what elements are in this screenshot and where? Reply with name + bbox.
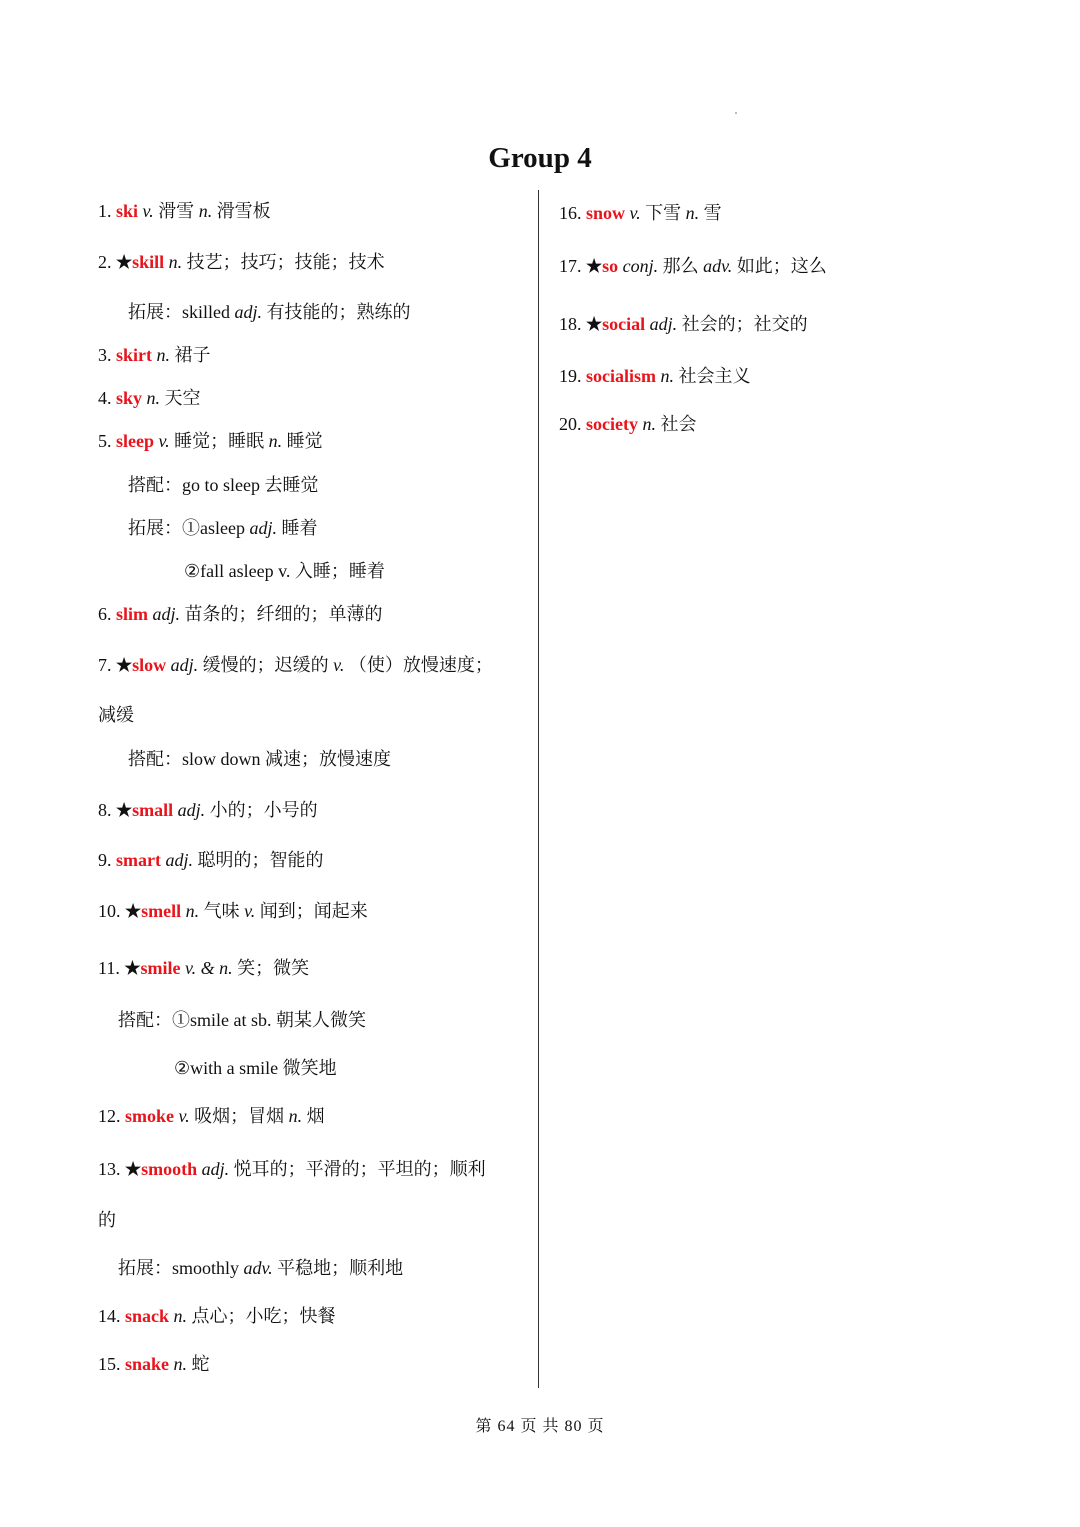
definition-text: ②fall asleep v. 入睡；睡着 (184, 561, 385, 581)
headword: skirt (116, 345, 152, 365)
headword: smoke (125, 1106, 174, 1126)
entry-number: 3. (98, 345, 116, 365)
definition-text: 笑；微笑 (232, 958, 310, 978)
definition-text: ②with a smile 微笑地 (174, 1058, 337, 1078)
part-of-speech: adj. (234, 302, 263, 322)
definition-text: 社会的；社交的 (677, 314, 808, 334)
part-of-speech: v. & n. (184, 958, 233, 978)
star-icon: ★ (116, 252, 133, 272)
definition-text: 平稳地；顺利地 (272, 1258, 404, 1278)
headword: so (602, 256, 619, 276)
headword: smart (116, 850, 161, 870)
part-of-speech: n. (146, 388, 161, 408)
note-sleep-col (128, 473, 319, 497)
definition-text: 拓展：skilled (128, 302, 235, 322)
definition-text: 的 (98, 1210, 116, 1230)
part-of-speech: n. (288, 1106, 303, 1126)
headword: society (586, 414, 638, 434)
headword: slim (116, 604, 149, 624)
entry-number: 9. (98, 850, 116, 870)
definition-text: 睡着 (277, 518, 318, 538)
star-icon: ★ (116, 655, 133, 675)
definition-text: 那么 (658, 256, 704, 276)
note-slow-col (128, 747, 391, 771)
entry-number: 19. (559, 366, 586, 386)
part-of-speech: n. (156, 345, 170, 365)
part-of-speech: v. (333, 655, 345, 675)
part-of-speech: n. (685, 203, 700, 223)
headword: sky (116, 388, 143, 408)
note-smooth-wrap (98, 1208, 116, 1232)
definition-text: 睡觉 (282, 431, 323, 451)
vocab-entry (98, 1104, 325, 1128)
vocab-entry (98, 653, 493, 677)
part-of-speech: n. (660, 366, 674, 386)
definition-text: 点心；小吃；快餐 (187, 1306, 336, 1326)
entry-number: 10. (98, 901, 125, 921)
headword: snack (125, 1306, 170, 1326)
definition-text: 苗条的；纤细的；单薄的 (180, 604, 383, 624)
vocab-entry (98, 1157, 486, 1181)
part-of-speech: n. (173, 1354, 188, 1374)
entry-number: 13. (98, 1159, 125, 1179)
part-of-speech: n. (642, 414, 656, 434)
star-icon: ★ (125, 1159, 142, 1179)
definition-text: 搭配：①smile at sb. 朝某人微笑 (118, 1010, 366, 1030)
part-of-speech: n. (173, 1306, 188, 1326)
definition-text: 搭配：go to sleep 去睡觉 (128, 475, 319, 495)
part-of-speech: conj. (622, 256, 659, 276)
headword: snow (586, 203, 626, 223)
definition-text: 小的；小号的 (205, 800, 318, 820)
headword: small (132, 800, 174, 820)
vocab-entry (98, 956, 309, 980)
part-of-speech: adj. (177, 800, 206, 820)
part-of-speech: n. (185, 901, 200, 921)
part-of-speech: v. (142, 201, 154, 221)
vocab-entry (559, 254, 827, 278)
entry-number: 11. (98, 958, 125, 978)
headword: smell (141, 901, 182, 921)
definition-text: 有技能的；熟练的 (262, 302, 411, 322)
vocab-entry (559, 364, 751, 388)
definition-text: 搭配：slow down 减速；放慢速度 (128, 749, 392, 769)
note-smooth-ext (118, 1256, 403, 1280)
definition-text: 烟 (302, 1106, 325, 1126)
definition-text: 吸烟；冒烟 (189, 1106, 289, 1126)
entry-number: 15. (98, 1354, 125, 1374)
entry-number: 7. (98, 655, 116, 675)
vocab-entry (98, 602, 383, 626)
part-of-speech: adv. (703, 256, 733, 276)
definition-text: 滑雪 (153, 201, 199, 221)
star-icon: ★ (586, 314, 603, 334)
note-sleep-ext1 (128, 516, 318, 540)
vocab-entry (98, 199, 271, 223)
definition-text: 社会主义 (674, 366, 751, 386)
vocab-entry (98, 386, 201, 410)
vocab-entry (559, 312, 808, 336)
part-of-speech: n. (168, 252, 183, 272)
part-of-speech: adj. (152, 604, 181, 624)
vocab-entry (98, 429, 323, 453)
definition-text: 如此；这么 (732, 256, 827, 276)
vocab-entry (98, 1304, 336, 1328)
note-sleep-ext2 (184, 559, 385, 583)
entry-number: 12. (98, 1106, 125, 1126)
definition-text: （使）放慢速度； (344, 655, 493, 675)
entry-number: 14. (98, 1306, 125, 1326)
star-icon: ★ (586, 256, 603, 276)
note-slow-wrap (98, 703, 134, 727)
definition-text: 技艺；技巧；技能；技术 (182, 252, 385, 272)
star-icon: ★ (116, 800, 133, 820)
definition-text: 缓慢的；迟缓的 (198, 655, 334, 675)
part-of-speech: v. (158, 431, 170, 451)
definition-text: 拓展：smoothly (118, 1258, 244, 1278)
vocab-entry (98, 848, 324, 872)
definition-text: 闻到；闻起来 (255, 901, 368, 921)
entry-number: 5. (98, 431, 116, 451)
definition-text: 拓展：①asleep (128, 518, 250, 538)
vocab-entry (98, 899, 368, 923)
definition-text: 悦耳的；平滑的；平坦的；顺利 (229, 1159, 486, 1179)
entry-number: 20. (559, 414, 586, 434)
note-smile-col2 (174, 1056, 337, 1080)
part-of-speech: v. (178, 1106, 190, 1126)
headword: sleep (116, 431, 154, 451)
definition-text: 滑雪板 (212, 201, 271, 221)
note-skill-ext (128, 300, 411, 324)
headword: smile (140, 958, 181, 978)
headword: smooth (141, 1159, 198, 1179)
vocab-entry (559, 201, 722, 225)
entry-number: 2. (98, 252, 116, 272)
headword: ski (116, 201, 139, 221)
part-of-speech: adj. (649, 314, 678, 334)
definition-text: 聪明的；智能的 (193, 850, 324, 870)
vocab-entry (98, 250, 385, 274)
page-footer: 第 64 页 共 80 页 (475, 1418, 605, 1435)
scan-speck (735, 112, 737, 114)
entry-number: 4. (98, 388, 116, 408)
definition-text: 裙子 (170, 345, 211, 365)
entry-number: 17. (559, 256, 586, 276)
part-of-speech: adj. (249, 518, 277, 538)
definition-text: 雪 (699, 203, 722, 223)
definition-text: 社会 (655, 414, 697, 434)
entry-number: 8. (98, 800, 116, 820)
part-of-speech: v. (244, 901, 256, 921)
headword: social (602, 314, 646, 334)
star-icon: ★ (125, 901, 142, 921)
part-of-speech: v. (629, 203, 641, 223)
vocab-entry (98, 798, 318, 822)
definition-text: 气味 (199, 901, 245, 921)
definition-text: 减缓 (98, 705, 134, 725)
headword: skill (132, 252, 165, 272)
column-divider (538, 190, 539, 1388)
entry-number: 18. (559, 314, 586, 334)
star-icon: ★ (124, 958, 141, 978)
part-of-speech: n. (198, 201, 213, 221)
entry-number: 16. (559, 203, 586, 223)
entry-number: 1. (98, 201, 116, 221)
vocab-entry (98, 1352, 210, 1376)
note-smile-col1 (118, 1008, 366, 1032)
part-of-speech: n. (268, 431, 283, 451)
part-of-speech: adj. (201, 1159, 230, 1179)
definition-text: 蛇 (187, 1354, 210, 1374)
headword: snake (125, 1354, 170, 1374)
part-of-speech: adj. (165, 850, 193, 870)
headword: socialism (586, 366, 656, 386)
definition-text: 下雪 (640, 203, 686, 223)
vocab-entry (98, 343, 211, 367)
vocab-entry (559, 412, 696, 436)
part-of-speech: adv. (243, 1258, 273, 1278)
part-of-speech: adj. (170, 655, 199, 675)
definition-text: 天空 (160, 388, 201, 408)
definition-text: 睡觉；睡眠 (169, 431, 269, 451)
page-title: Group 4 (488, 142, 592, 174)
headword: slow (132, 655, 167, 675)
entry-number: 6. (98, 604, 116, 624)
